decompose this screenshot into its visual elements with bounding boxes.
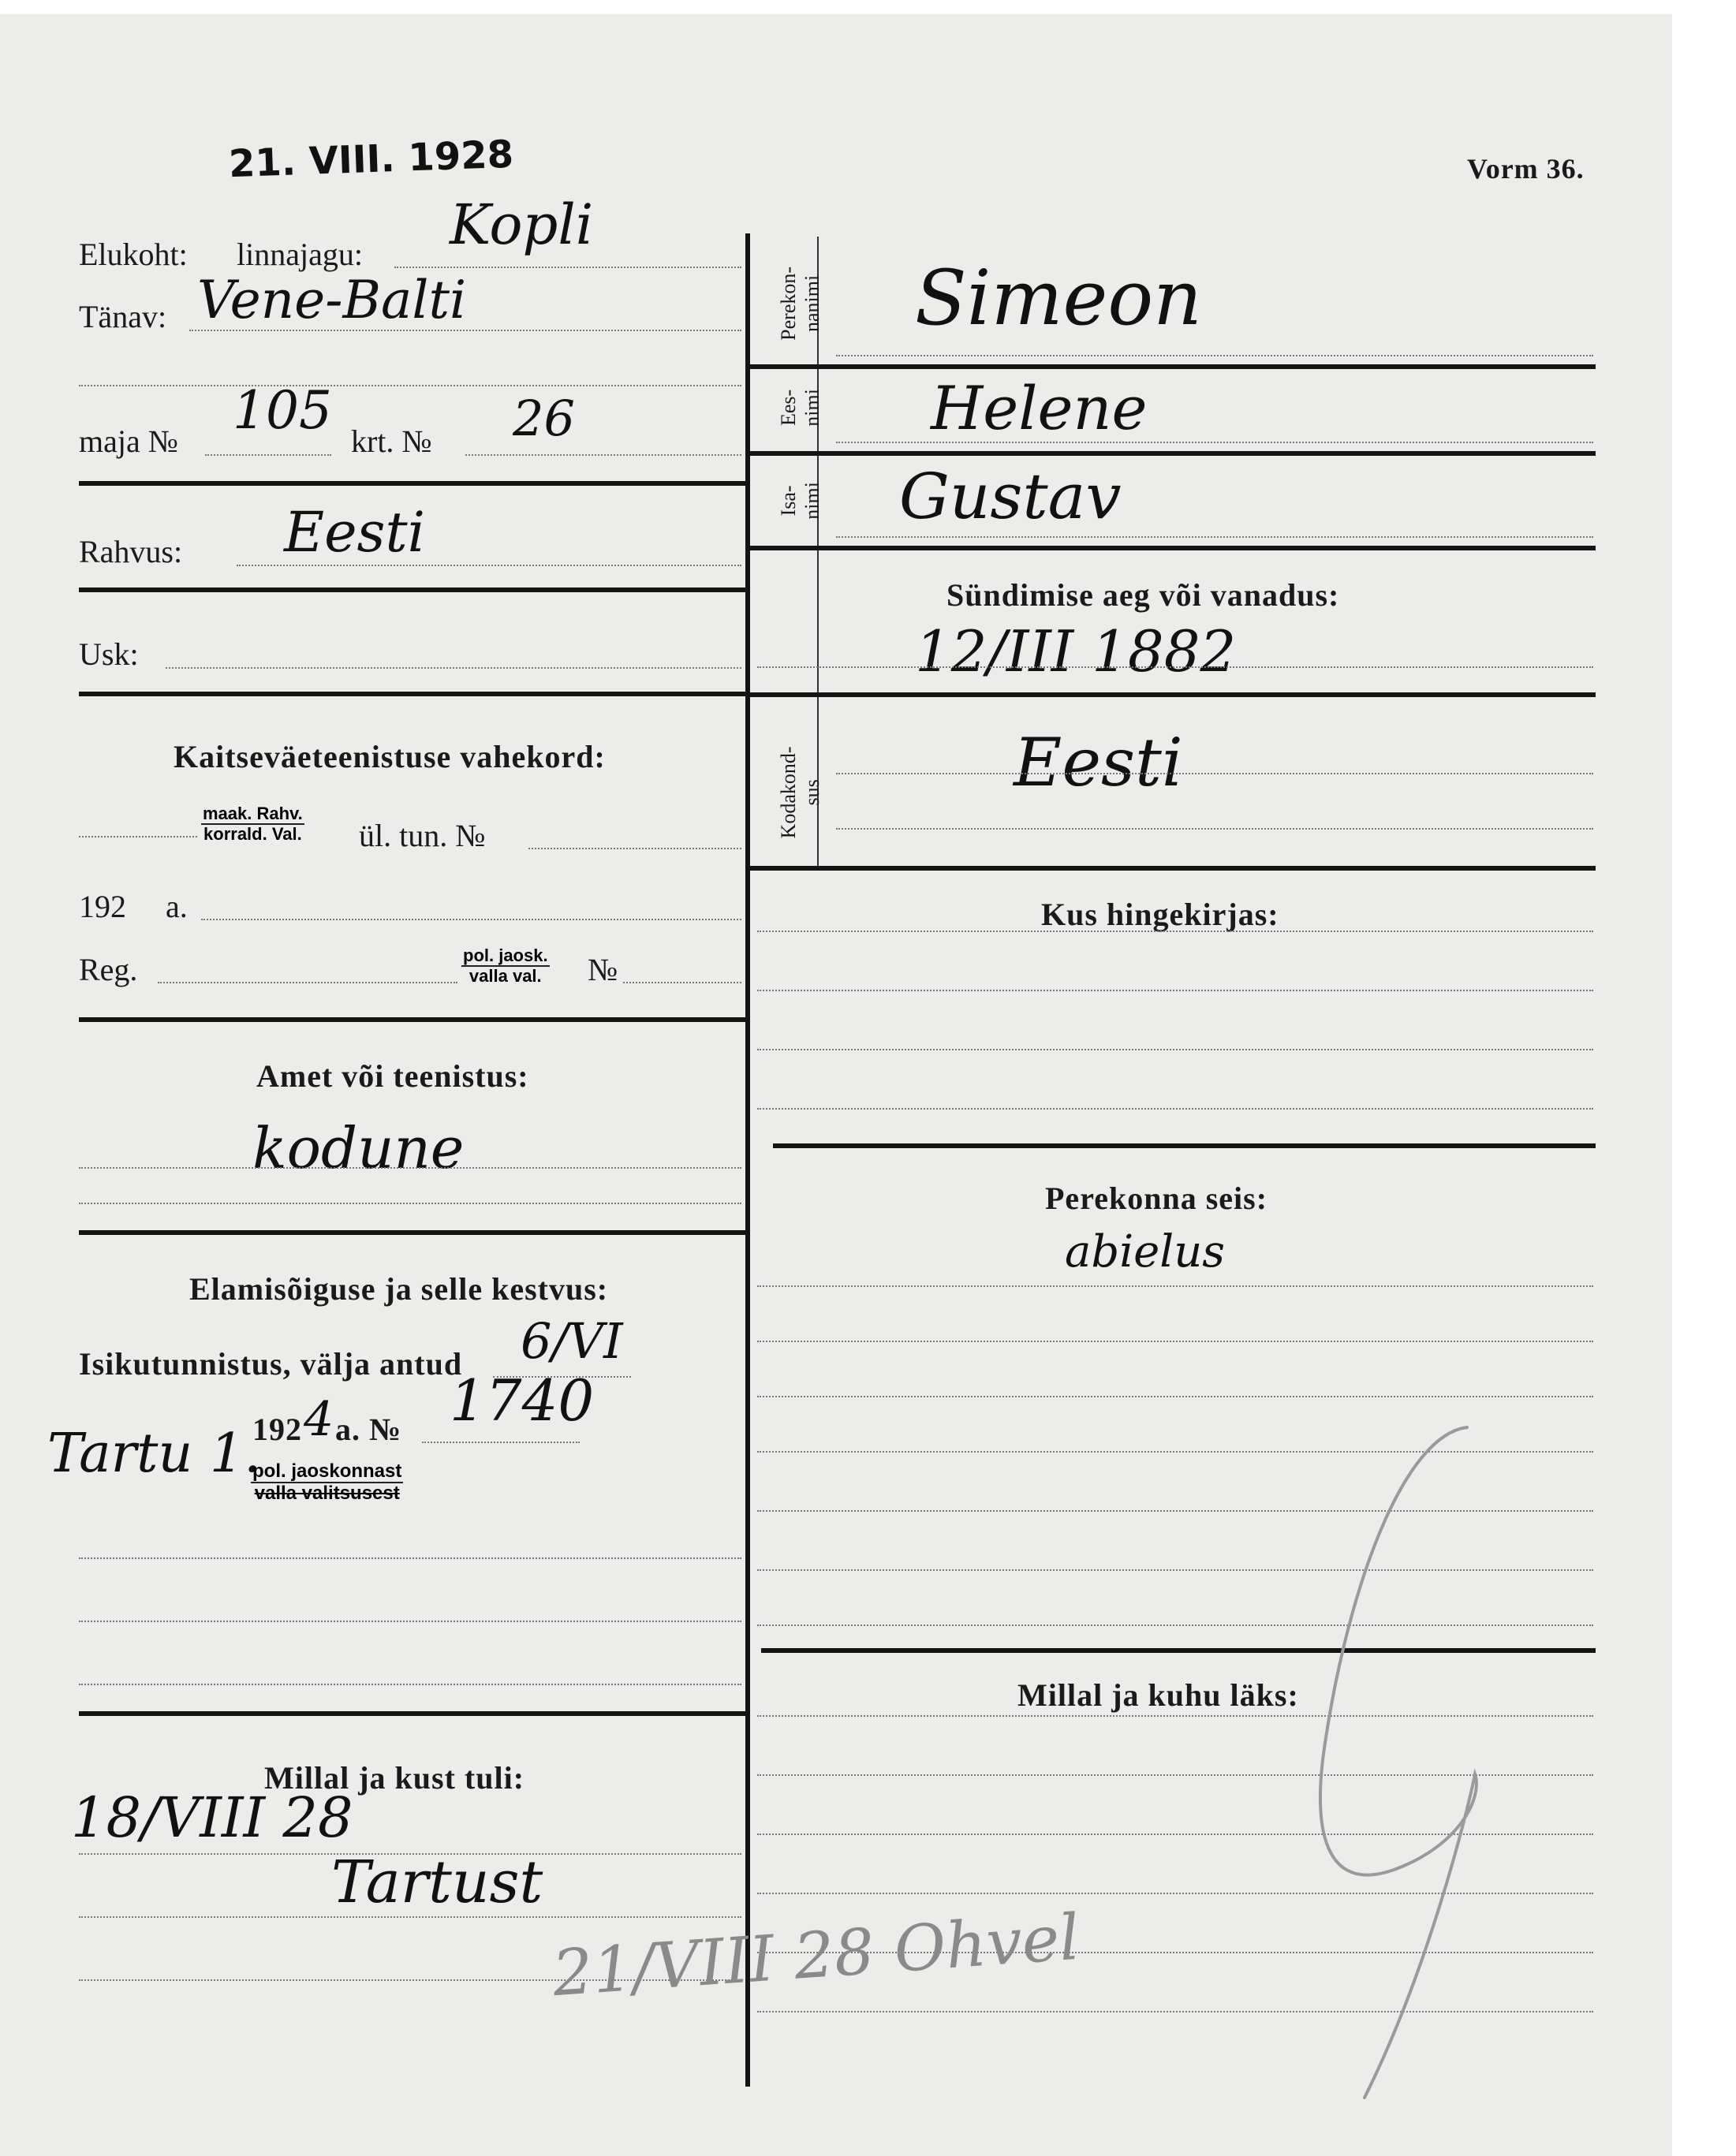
amet-heading: Amet või teenistus: (256, 1058, 529, 1094)
reg-fraction (461, 946, 550, 986)
isikut-frac-top: pol. jaoskonnast (251, 1461, 403, 1483)
rule-after-usk (79, 692, 745, 696)
krt-label: krt. № (351, 423, 432, 459)
hingekiri-line-3 (757, 1049, 1593, 1050)
year-line (201, 919, 741, 920)
kaitse-line-1 (79, 836, 197, 837)
rahvus-line (237, 565, 741, 566)
eesnimi-label: Ees- nimi (777, 389, 823, 427)
rule-after-address (79, 481, 745, 486)
tuli-line-2 (79, 1916, 741, 1918)
hingekiri-line-1 (757, 931, 1593, 932)
tuli-line-1 (79, 1853, 741, 1855)
sundimise-value: 12/III 1882 (915, 618, 1237, 684)
year-a-label: a. (166, 889, 188, 924)
isikut-no-line (422, 1442, 580, 1443)
form-number: Vorm 36. (1467, 153, 1585, 185)
rule-after-hingekiri (773, 1143, 1596, 1148)
pencil-note: 21/VIII 28 Ohvel (550, 1900, 1082, 2011)
rule-after-kodakondsus (748, 866, 1596, 871)
perekonnanimi-label: Perekon- nanimi (777, 266, 823, 341)
isikut-place: Tartu 1. (47, 1423, 261, 1485)
year-label: 192 (79, 889, 126, 924)
isikut-a-label: a. № (335, 1412, 402, 1447)
reg-frac-top: pol. jaosk. (461, 946, 550, 967)
rule-after-eesnimi (748, 451, 1596, 456)
kaitse-frac-top: maak. Rahv. (201, 804, 304, 825)
perekonna-line-2 (757, 1341, 1593, 1342)
isikut-frac-bottom: valla valitsusest (254, 1483, 400, 1505)
rule-after-perekonnanimi (748, 364, 1596, 369)
amet-line-2 (79, 1203, 741, 1204)
elamis-line-3 (79, 1684, 741, 1685)
isikut-label: Isikutunnistus, välja antud (79, 1346, 463, 1382)
center-divider (745, 233, 750, 2087)
isanimi-label: Isa- nimi (777, 482, 823, 520)
tanav-line-2 (79, 385, 741, 386)
reg-line-1 (158, 982, 457, 983)
isikut-no: 1740 (450, 1367, 595, 1434)
isanimi-value: Gustav (899, 460, 1122, 533)
usk-label: Usk: (79, 636, 139, 672)
kaitse-line-2 (528, 848, 741, 849)
perekonna-value: abielus (1065, 1226, 1225, 1278)
pencil-stroke-path (1320, 1427, 1477, 2098)
perekonna-line-3 (757, 1396, 1593, 1397)
hingekiri-heading: Kus hingekirjas: (1041, 897, 1279, 932)
eesnimi-line (836, 442, 1593, 443)
reg-label: Reg. (79, 952, 138, 987)
perekonnanimi-line (836, 355, 1593, 356)
linnajagu-line (394, 267, 741, 268)
kodakondsus-value: Eesti (1014, 724, 1183, 801)
kodakondsus-label: Kodakond- sus (777, 746, 823, 839)
kaitse-ul-label: ül. tun. № (359, 818, 486, 853)
amet-line-1 (79, 1167, 741, 1169)
kaitse-heading: Kaitseväeteenistuse vahekord: (174, 739, 606, 774)
date-stamp: 21. VIII. 1928 (228, 132, 514, 187)
krt-line (465, 454, 741, 456)
linnajagu-value: Kopli (450, 192, 594, 257)
rule-after-sundimise (748, 692, 1596, 697)
usk-line (166, 667, 741, 669)
tuli-date: 18/VIII 28 (71, 1785, 353, 1850)
maja-line (205, 454, 331, 456)
rule-after-kaitse (79, 1017, 745, 1022)
isanimi-line (836, 536, 1593, 538)
rahvus-label: Rahvus: (79, 534, 183, 569)
tanav-label: Tänav: (79, 299, 167, 334)
sundimise-line (757, 666, 1593, 668)
amet-value: kodune (252, 1115, 465, 1181)
maja-label: maja № (79, 423, 178, 459)
kodakondsus-line-1 (836, 773, 1593, 774)
isikut-year-hand: 4 (304, 1392, 334, 1447)
rahvus-value: Eesti (284, 500, 425, 565)
rule-after-elamis (79, 1711, 745, 1716)
hingekiri-line-2 (757, 990, 1593, 991)
perekonnanimi-value: Simeon (915, 254, 1202, 342)
rule-after-amet (79, 1230, 745, 1235)
reg-no-label: № (588, 952, 618, 987)
isikut-year-printed: 192 (252, 1412, 302, 1447)
rule-after-rahvus (79, 587, 745, 592)
perekonna-line-1 (757, 1285, 1593, 1287)
rule-after-isanimi (748, 546, 1596, 550)
isikut-date: 6/VI (521, 1312, 623, 1370)
reg-line-2 (623, 982, 741, 983)
isikut-fraction (251, 1461, 403, 1505)
kaitse-fraction (201, 804, 304, 844)
reg-frac-bottom: valla val. (469, 966, 542, 987)
tanav-value: Vene-Balti (197, 270, 467, 330)
pencil-stroke (1301, 1404, 1538, 2113)
perekonna-heading: Perekonna seis: (1045, 1181, 1268, 1216)
millal-laks-heading: Millal ja kuhu läks: (1017, 1677, 1299, 1713)
millal-tuli-heading: Millal ja kust tuli: (264, 1760, 525, 1796)
tuli-place: Tartust (331, 1848, 543, 1916)
elamis-line-1 (79, 1557, 741, 1559)
elamis-line-2 (79, 1621, 741, 1622)
kodakondsus-line-2 (836, 828, 1593, 830)
sundimise-heading: Sündimise aeg või vanadus: (946, 577, 1340, 613)
elukoht-label: Elukoht: (79, 237, 188, 272)
krt-value: 26 (513, 390, 575, 447)
kaitse-frac-bottom: korrald. Val. (203, 824, 302, 845)
maja-value: 105 (233, 380, 332, 441)
eesnimi-value: Helene (931, 373, 1148, 443)
linnajagu-label: linnajagu: (237, 237, 363, 272)
elamis-heading: Elamisõiguse ja selle kestvus: (189, 1271, 609, 1307)
hingekiri-line-4 (757, 1108, 1593, 1110)
